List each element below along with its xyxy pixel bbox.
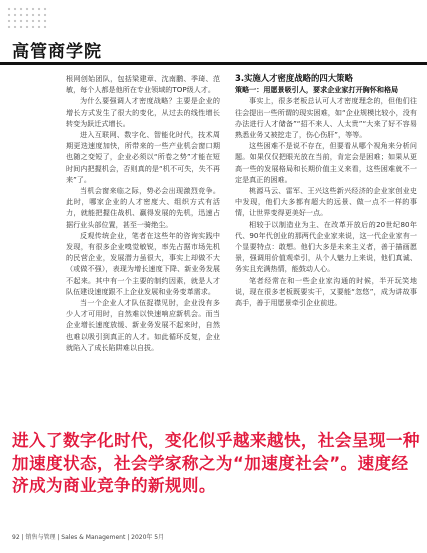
left-column [66, 73, 220, 353]
body-paragraph: 当一个企业人才队伍捉襟见肘，企业没有多少人才可用时，自然难以快速响应新机会。而当企业增长速度放缓、新业务发展不起来时，自然也难以吸引到真正的人才。如此循环反复，企业就陷入了成长陷阱难以自拔。 [66, 298, 220, 352]
right-column [235, 73, 417, 308]
body-paragraph: 相较于以制造业为主、在改革开放后的20世纪80年代、90年代创业的那两代企业家来说，这一代企业家有一个显要特点：敢想。他们大多是未来主义者，善于描画愿景，强调用价值观牵引，从个人魅力上来说，他们真诚、务实且充满热情，能鼓动人心。 [235, 219, 417, 274]
body-paragraph: 根网创始团队，包括梁建章、沈南鹏、季琦、范敏，每个人都是他所在专业领域的TOP级人才。 [66, 74, 220, 95]
page-footer: 92 | 销售与管理 | Sales & Management | 2020年 5月 [12, 534, 165, 541]
body-paragraph: 为什么要强调人才密度战略？主要是企业的增长方式发生了很大的变化，从过去的线性增长转变为跃迁式增长。 [66, 96, 220, 128]
body-paragraph: 桃源马云、雷军、王兴这些新兴经济的企业家创业史中发现，他们大多都有超大的远景、做一点不一样的事情，让世界变得更美好一点。 [235, 186, 417, 218]
body-paragraph: 这些困难不是说不存在，但要看从哪个视角来分析问题。如果仅仅把眼光放在当前，肯定会是困难；如果从更高一些的发展格局和长期价值主义来看，这些困难就不一定是真正的困难。 [235, 141, 417, 184]
decorative-dot-pattern [6, 6, 50, 28]
body-paragraph: 笔者经常在和一些企业家沟通的时候，半开玩笑地说，现在很多老板既要实干，又要能“忽悠”，成为讲故事高手，善于用愿景牵引企业前进。 [235, 275, 417, 308]
pull-quote: 进入了数字化时代，变化似乎越来越快，社会呈现一种加速度状态，社会学家称之为“加速度社会”。速度经济成为商业竞争的新规则。 [12, 431, 420, 495]
body-paragraph: 事实上，很多老板总认可人才密度理念的，但他们往往会提出一些所谓的现实困难，如“企业规模比较小，没有办法进行人才储备”“招不来人、人太贵”“大来了好不容易熟悉业务又被挖走了，伤心伤肝”，等等。 [235, 96, 417, 140]
body-paragraph: 当机会窗来临之际，势必会出现激烈竞争。此时，哪家企业的人才密度大、组织方式有活力，就能把握住战机、赢得发展的先机，迅速占据行业头部位置，甚至一骑绝尘。 [66, 186, 220, 229]
header-divider [0, 62, 427, 65]
section-heading: 3.实施人才密度战略的四大策略 [235, 73, 353, 83]
body-paragraph: 反观传统企业，笔者在这些年的咨询实践中发现，有很多企业嗅觉敏锐，率先占据市场先机的民营企业，发展潜力虽很大，事实上却做不大（或做不强），表现为增长速度下降、新业务发展不起来。其中有一个主要的制约因素，就是人才队伍建设速度跟不上企业发展和业务变革需求。 [66, 230, 220, 296]
strategy-heading: 策略一：用愿景吸引人，要求企业家打开胸怀和格局 [235, 85, 399, 95]
body-paragraph: 进入互联网、数字化、智能化时代，技术周期更迭速度加快，所带来的一些产业机会窗口期也随之变短了，企业必须以“所卷之势”才能在短时间内把握机会，否则真的是“机不可失，失不再来”了。 [66, 130, 220, 184]
page-section-title: 高管商学院 [12, 42, 102, 62]
